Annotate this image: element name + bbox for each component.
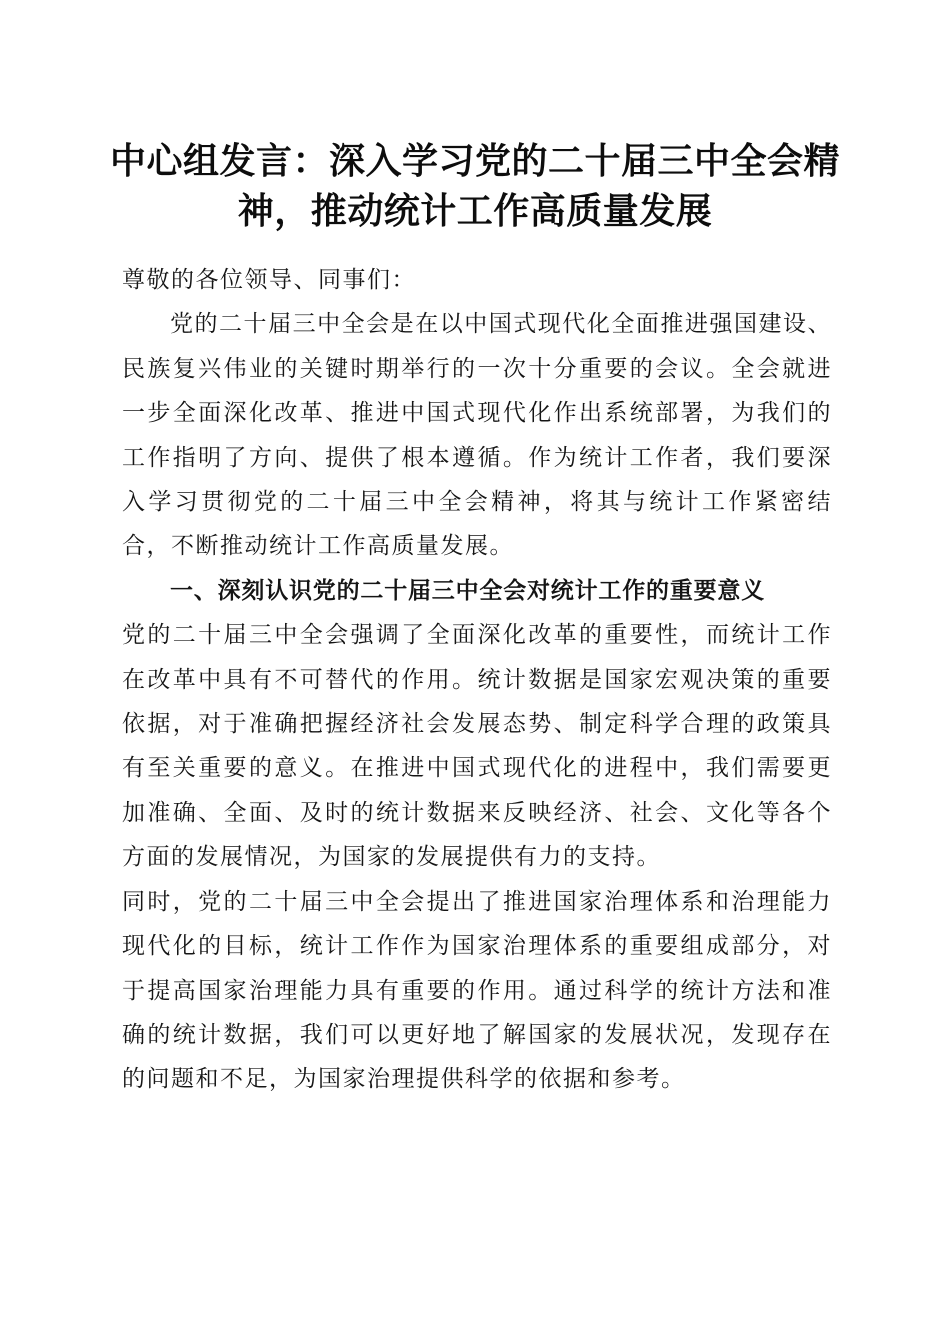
title-line-1: 中心组发言：深入学习党的二十届三中全会精 bbox=[110, 140, 841, 182]
section-1-heading: 一、深刻认识党的二十届三中全会对统计工作的重要意义 bbox=[170, 577, 765, 604]
document-body bbox=[122, 258, 832, 1102]
salutation: 尊敬的各位领导、同事们： bbox=[122, 267, 416, 293]
section-1-paragraph-1: 党的二十届三中全会强调了全面深化改革的重要性，而统计工作在改革中具有不可替代的作用。统计数据是国家宏观决策的重要依据，对于准确把握经济社会发展态势、制定科学合理的政策具有至关重要的意义。在推进中国式现代化的进程中，我们需要更加准确、全面、及时的统计数据来反映经济、社会、文化等各个方面的发展情况，为国家的发展提供有力的支持。 bbox=[122, 622, 832, 871]
section-1-paragraph-2: 同时，党的二十届三中全会提出了推进国家治理体系和治理能力现代化的目标，统计工作作为国家治理体系的重要组成部分，对于提高国家治理能力具有重要的作用。通过科学的统计方法和准确的统计数据，我们可以更好地了解国家的发展状况，发现存在的问题和不足，为国家治理提供科学的依据和参考。 bbox=[122, 888, 832, 1093]
title-line-2: 神，推动统计工作高质量发展 bbox=[237, 190, 713, 232]
document-title bbox=[110, 136, 840, 236]
intro-paragraph: 党的二十届三中全会是在以中国式现代化全面推进强国建设、民族复兴伟业的关键时期举行的一次十分重要的会议。全会就进一步全面深化改革、推进中国式现代化作出系统部署，为我们的工作指明了方向、提供了根本遵循。作为统计工作者，我们要深入学习贯彻党的二十届三中全会精神，将其与统计工作紧密结合，不断推动统计工作高质量发展。 bbox=[122, 311, 832, 560]
